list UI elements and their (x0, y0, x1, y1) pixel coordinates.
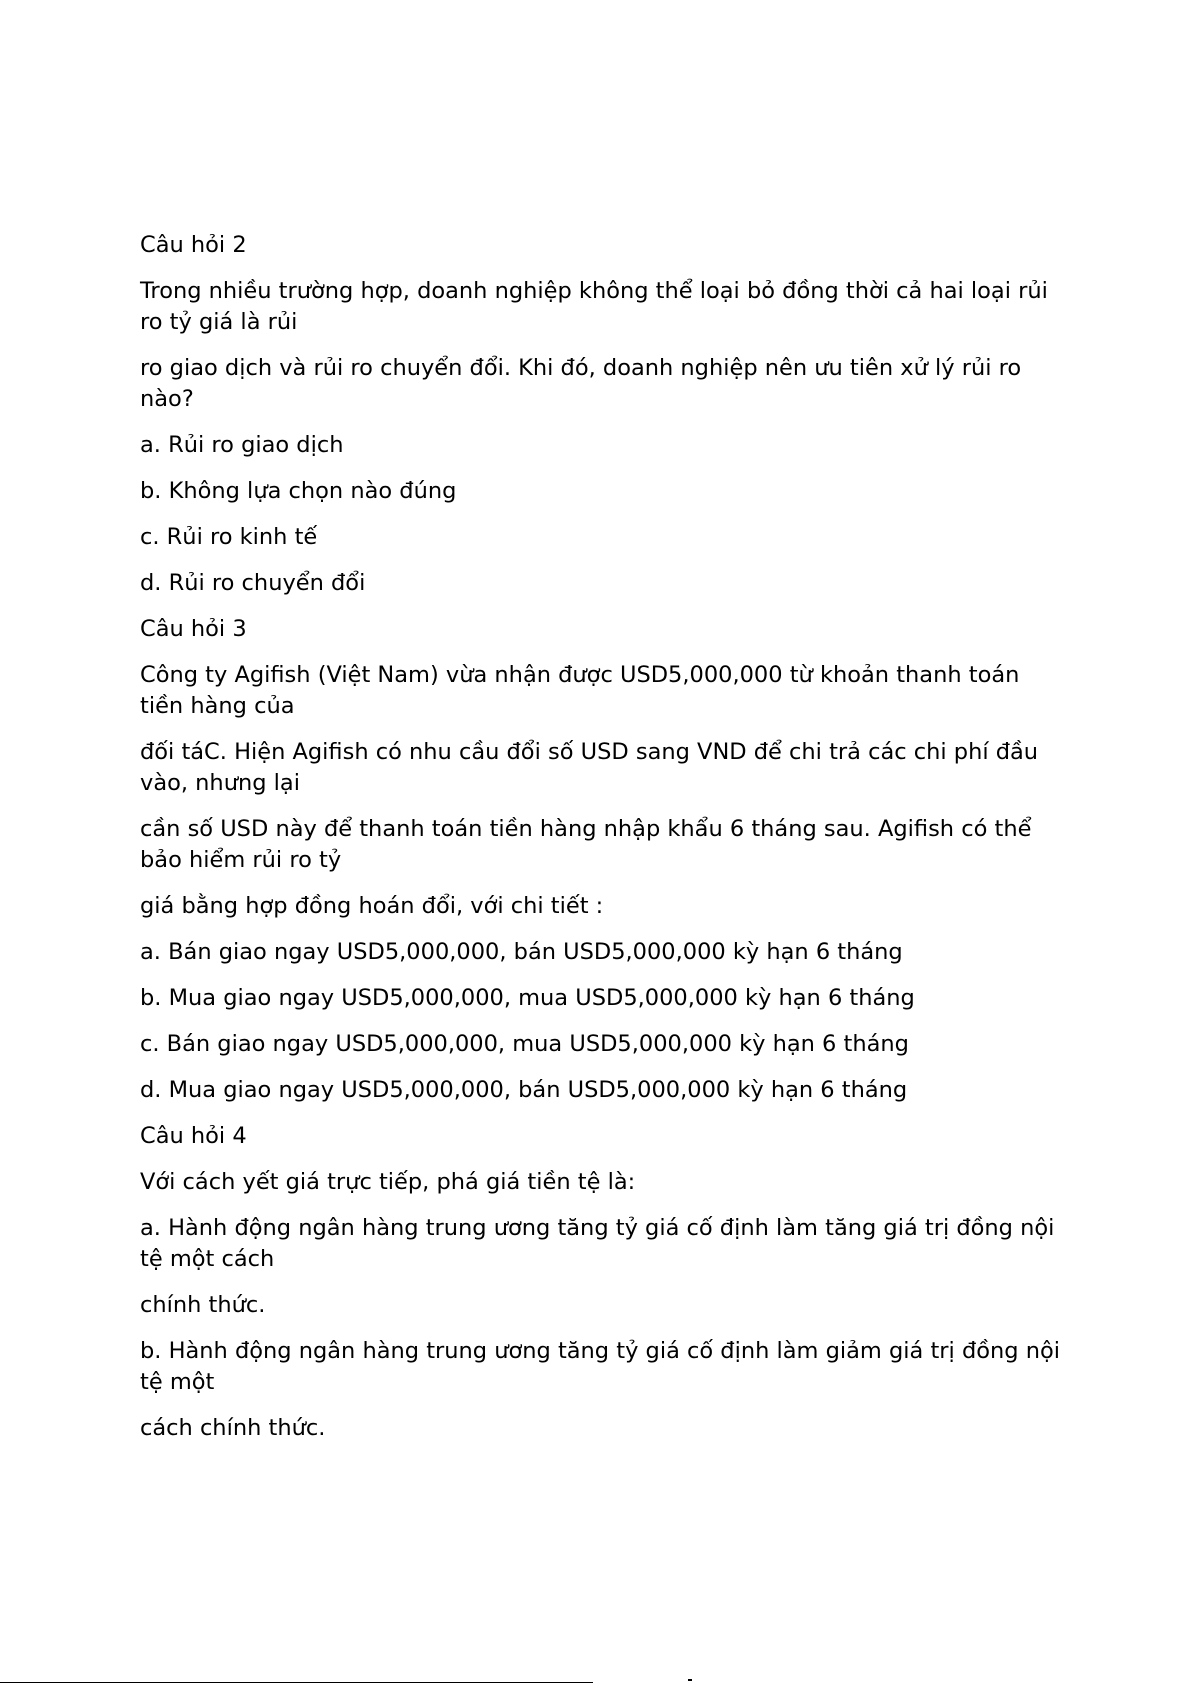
answer-option: b. Mua giao ngay USD5,000,000, mua USD5,000,000 kỳ hạn 6 tháng (140, 985, 915, 1011)
question-stem-line: giá bằng hợp đồng hoán đổi, với chi tiết : (140, 893, 604, 919)
answer-option: a. Bán giao ngay USD5,000,000, bán USD5,000,000 kỳ hạn 6 tháng (140, 939, 903, 965)
page-bottom-mark (688, 1679, 692, 1681)
question-stem-line: cần số USD này để thanh toán tiền hàng nhập khẩu 6 tháng sau. Agifish có thể bảo hiểm rủi ro tỷ (140, 816, 1032, 873)
answer-option: a. Rủi ro giao dịch (140, 432, 344, 458)
answer-option: d. Mua giao ngay USD5,000,000, bán USD5,000,000 kỳ hạn 6 tháng (140, 1077, 908, 1103)
question-stem-line: ro giao dịch và rủi ro chuyển đổi. Khi đó, doanh nghiệp nên ưu tiên xử lý rủi ro nào? (140, 355, 1022, 412)
question-heading: Câu hỏi 4 (140, 1123, 247, 1149)
answer-option: c. Rủi ro kinh tế (140, 524, 318, 550)
question-stem-line: Với cách yết giá trực tiếp, phá giá tiền tệ là: (140, 1169, 636, 1195)
question-heading: Câu hỏi 2 (140, 232, 247, 258)
question-heading: Câu hỏi 3 (140, 616, 247, 642)
answer-option: d. Rủi ro chuyển đổi (140, 570, 366, 596)
answer-option-continuation: cách chính thức. (140, 1415, 326, 1441)
question-stem-line: đối táC. Hiện Agifish có nhu cầu đổi số USD sang VND để chi trả các chi phí đầu vào, nhưng lại (140, 739, 1039, 796)
answer-option: b. Không lựa chọn nào đúng (140, 478, 457, 504)
question-stem-line: Công ty Agifish (Việt Nam) vừa nhận được USD5,000,000 từ khoản thanh toán tiền hàng của (140, 662, 1020, 719)
question-stem-line: Trong nhiều trường hợp, doanh nghiệp không thể loại bỏ đồng thời cả hai loại rủi ro tỷ giá là rủi (140, 278, 1048, 335)
answer-option-continuation: chính thức. (140, 1292, 266, 1318)
answer-option: a. Hành động ngân hàng trung ương tăng tỷ giá cố định làm tăng giá trị đồng nội tệ một cách (140, 1215, 1055, 1272)
answer-option: c. Bán giao ngay USD5,000,000, mua USD5,000,000 kỳ hạn 6 tháng (140, 1031, 909, 1057)
answer-option: b. Hành động ngân hàng trung ương tăng tỷ giá cố định làm giảm giá trị đồng nội tệ một (140, 1338, 1060, 1395)
page-bottom-rule (0, 1682, 593, 1683)
document-page (140, 230, 1060, 1459)
